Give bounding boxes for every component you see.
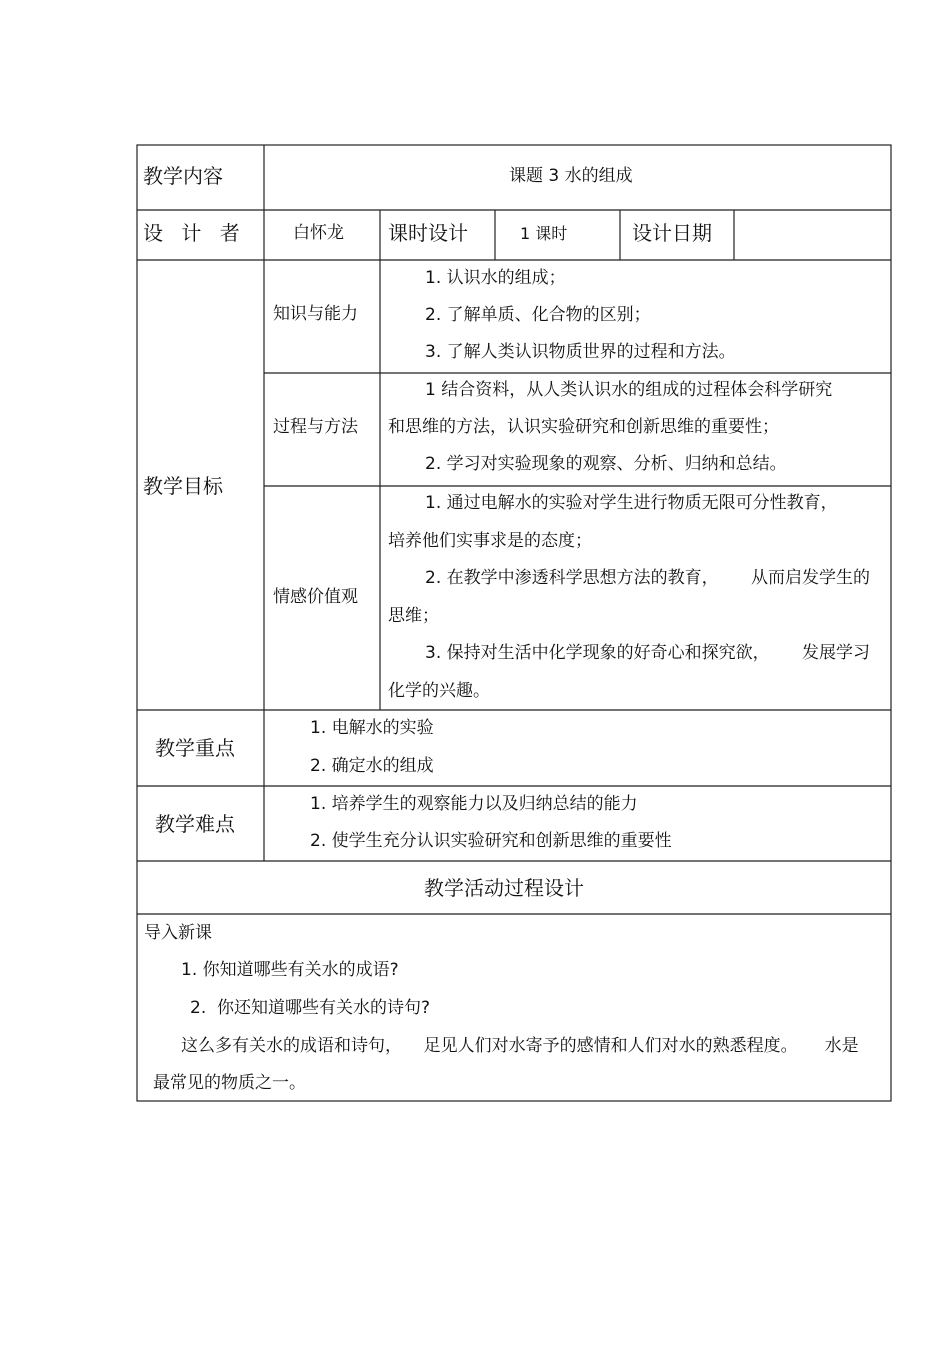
- values-line-5: 3. 保持对生活中化学现象的好奇心和探究欲， 发展学习: [425, 643, 871, 663]
- process-line-2: 和思维的方法，认识实验研究和创新思维的重要性；: [388, 417, 779, 437]
- values-line-6: 化学的兴趣。: [388, 681, 490, 701]
- key-points-label: 教学重点: [155, 736, 235, 760]
- difficulties-label: 教学难点: [155, 812, 235, 836]
- objectives-label: 教学目标: [143, 474, 223, 498]
- intro-paragraph-line-2: 最常见的物质之一。: [153, 1073, 306, 1093]
- designer-name: 白怀龙: [293, 223, 344, 243]
- key-point-2: 2. 确定水的组成: [310, 756, 434, 776]
- values-line-1: 1. 通过电解水的实验对学生进行物质无限可分性教育，: [425, 493, 838, 513]
- designer-label: 设 计 者: [143, 221, 246, 245]
- intro-question-1: 1. 你知道哪些有关水的成语?: [181, 960, 399, 980]
- difficulty-1: 1. 培养学生的观察能力以及归纳总结的能力: [310, 794, 638, 814]
- lesson-title: 课题 3 水的组成: [509, 166, 633, 186]
- intro-paragraph-line-1: 这么多有关水的成语和诗句， 足见人们对水寄予的感情和人们对水的熟悉程度。 水是: [181, 1036, 859, 1056]
- values-line-3: 2. 在教学中渗透科学思想方法的教育， 从而启发学生的: [425, 568, 871, 588]
- process-line-3: 2. 学习对实验现象的观察、分析、归纳和总结。: [425, 454, 787, 474]
- values-label: 情感价值观: [273, 587, 358, 607]
- content-label: 教学内容: [143, 164, 223, 188]
- knowledge-line-3: 3. 了解人类认识物质世界的过程和方法。: [425, 342, 736, 362]
- knowledge-label: 知识与能力: [273, 304, 358, 324]
- intro-question-2: 2. 你还知道哪些有关水的诗句?: [190, 998, 431, 1018]
- values-line-2: 培养他们实事求是的态度；: [388, 531, 592, 551]
- period-value: 1 课时: [520, 224, 568, 243]
- knowledge-line-1: 1. 认识水的组成；: [425, 268, 566, 288]
- activity-title: 教学活动过程设计: [424, 876, 584, 900]
- knowledge-line-2: 2. 了解单质、化合物的区别；: [425, 305, 651, 325]
- process-label: 过程与方法: [273, 417, 358, 437]
- values-line-4: 思维；: [388, 606, 439, 626]
- period-label: 课时设计: [388, 221, 468, 245]
- date-label: 设计日期: [632, 221, 712, 245]
- difficulty-2: 2. 使学生充分认识实验研究和创新思维的重要性: [310, 831, 672, 851]
- process-line-1: 1 结合资料，从人类认识水的组成的过程体会科学研究: [425, 380, 833, 400]
- intro-heading: 导入新课: [144, 923, 212, 943]
- key-point-1: 1. 电解水的实验: [310, 718, 434, 738]
